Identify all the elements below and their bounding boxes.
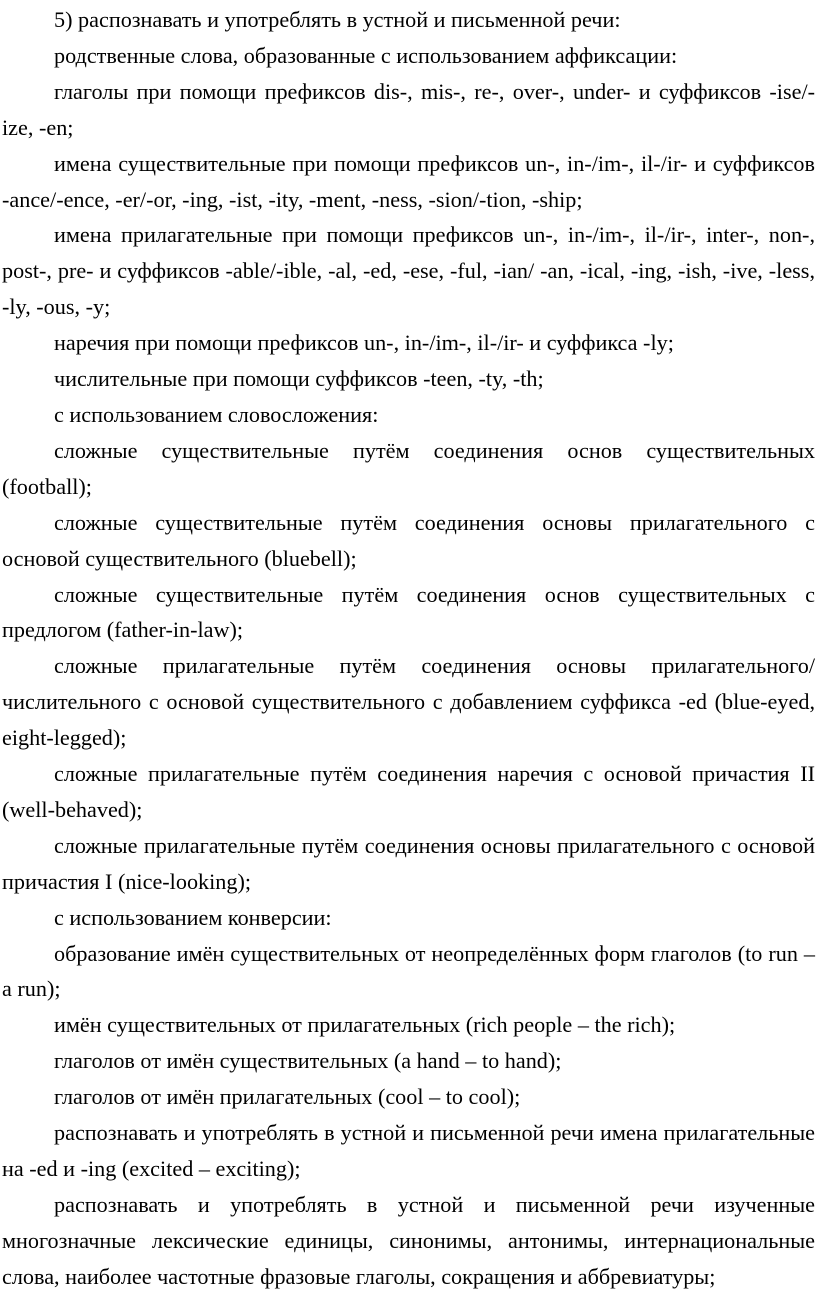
paragraph-compound-nouns-3: сложные существительные путём соединения основ существительных с предлогом (father-in-law); <box>2 581 815 643</box>
paragraph-polysemous-units: распознавать и употреблять в устной и письменной речи изученные многозначные лексические единицы, синонимы, антонимы, интернациональные слова, наиболее частотные фразовые глаголы, сокращения и аббревиатуры; <box>2 1191 815 1289</box>
paragraph-adjectives-affixes: имена прилагательные при помощи префиксов un-, in-/im-, il-/ir-, inter-, non-, post-, pre- и суффиксов -able/-ible, -al, -ed, -ese, -ful, -ian/ -an, -ical, -ing, -ish, -ive, -less, -ly, -ous, -y; <box>2 222 815 320</box>
paragraph-compound-adjectives-1: сложные прилагательные путём соединения основы прилагательного/числительного с основой существительного с добавлением суффикса -ed (blue-eyed, eight-legged); <box>2 653 815 751</box>
paragraph-compound-nouns-1: сложные существительные путём соединения основ существительных (football); <box>2 437 815 499</box>
paragraph-conversion-nouns-from-verbs: образование имён существительных от неопределённых форм глаголов (to run – a run); <box>2 940 815 1002</box>
paragraph-conversion-nouns-from-adjectives: имён существительных от прилагательных (rich people – the rich); <box>54 1012 676 1038</box>
paragraph-conversion-verbs-from-adjectives: глаголов от имён прилагательных (cool – to cool); <box>54 1084 521 1110</box>
paragraph-conversion-verbs-from-nouns: глаголов от имён существительных (a hand – to hand); <box>54 1048 562 1074</box>
paragraph-compounding-heading: с использованием словосложения: <box>54 401 379 427</box>
paragraph-compound-adjectives-2: сложные прилагательные путём соединения наречия с основой причастия II (well-behaved); <box>2 761 815 822</box>
paragraph-adverbs-affixes: наречия при помощи префиксов un-, in-/im-, il-/ir- и суффикса -ly; <box>54 330 674 356</box>
paragraph-verbs-affixes: глаголы при помощи префиксов dis-, mis-, re-, over-, under- и суффиксов -ise/-ize, -en; <box>2 78 815 140</box>
paragraph-nouns-affixes: имена существительные при помощи префиксов un-, in-/im-, il-/ir- и суффиксов -ance/-ence, -er/-or, -ing, -ist, -ity, -ment, -ness, -sion/-tion, -ship; <box>2 150 815 212</box>
paragraph-compound-adjectives-3: сложные прилагательные путём соединения основы прилагательного с основой причастия I (nice-looking); <box>2 832 815 894</box>
paragraph-item-5-heading: 5) распознавать и употреблять в устной и письменной речи: <box>54 7 621 32</box>
paragraph-ed-ing-adjectives: распознавать и употреблять в устной и письменной речи имена прилагательные на -ed и -ing (excited – exciting); <box>2 1120 815 1181</box>
paragraph-affixation-heading: родственные слова, образованные с использованием аффиксации: <box>54 42 678 68</box>
paragraph-numerals-affixes: числительные при помощи суффиксов -teen, -ty, -th; <box>54 366 544 392</box>
paragraph-conversion-heading: с использованием конверсии: <box>54 904 332 930</box>
paragraph-compound-nouns-2: сложные существительные путём соединения основы прилагательного с основой существительного (bluebell); <box>2 509 815 571</box>
